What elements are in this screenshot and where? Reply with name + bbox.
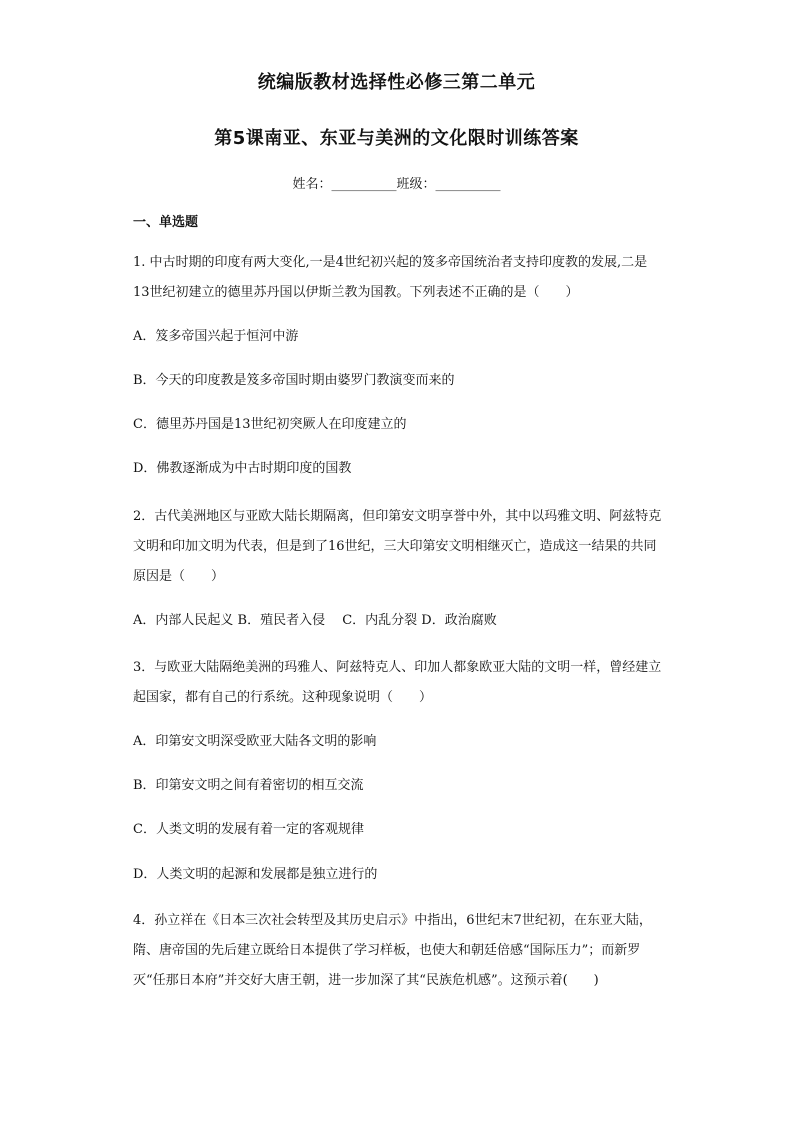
question-1-stem: 1. 中古时期的印度有两大变化,一是4世纪初兴起的笈多帝国统治者支持印度教的发展,二是13世纪初建立的德里苏丹国以伊斯兰教为国教。下列表述不正确的是（ ）: [133, 255, 648, 300]
question-1-option-b: B．今天的印度教是笈多帝国时期由婆罗门教演变而来的: [133, 373, 455, 388]
question-4-stem: 4．孙立祥在《日本三次社会转型及其历史启示》中指出，6世纪末7世纪初，在东亚大陆，隋、唐帝国的先后建立既给日本提供了学习样板，也使大和朝廷倍感“国际压力”；而新罗灭“任那日本府”并交好大唐王朝，进一步加深了其“民族危机感”。这预示着( ): [133, 913, 652, 988]
name-class-line: 姓名：__________班级：__________: [292, 177, 501, 192]
question-3-option-c: C．人类文明的发展有着一定的客观规律: [133, 822, 364, 837]
section-heading: 一、单选题: [133, 215, 199, 230]
question-3-option-d: D．人类文明的起源和发展都是独立进行的: [133, 867, 378, 882]
question-3-stem: 3．与欧亚大陆隔绝美洲的玛雅人、阿兹特克人、印加人都象欧亚大陆的文明一样，曾经建立起国家，都有自己的行系统。这种现象说明（ ）: [133, 660, 662, 705]
question-2-options: A．内部人民起义 B．殖民者入侵 C．内乱分裂 D．政治腐败: [133, 613, 497, 628]
question-3-option-a: A．印第安文明深受欧亚大陆各文明的影响: [133, 734, 377, 749]
question-3-option-b: B．印第安文明之间有着密切的相互交流: [133, 778, 364, 793]
document-title: 统编版教材选择性必修三第二单元: [257, 72, 536, 93]
question-2-stem: 2．古代美洲地区与亚欧大陆长期隔离，但印第安文明享誉中外，其中以玛雅文明、阿兹特克文明和印加文明为代表，但是到了16世纪，三大印第安文明相继灭亡，造成这一结果的共同原因是（ ）: [133, 509, 662, 584]
question-1-option-d: D．佛教逐渐成为中古时期印度的国教: [133, 461, 352, 476]
question-1-option-c: C．德里苏丹国是13世纪初突厥人在印度建立的: [133, 417, 407, 432]
document-subtitle: 第5课南亚、东亚与美洲的文化限时训练答案: [214, 128, 579, 149]
question-1-option-a: A．笈多帝国兴起于恒河中游: [133, 329, 299, 344]
